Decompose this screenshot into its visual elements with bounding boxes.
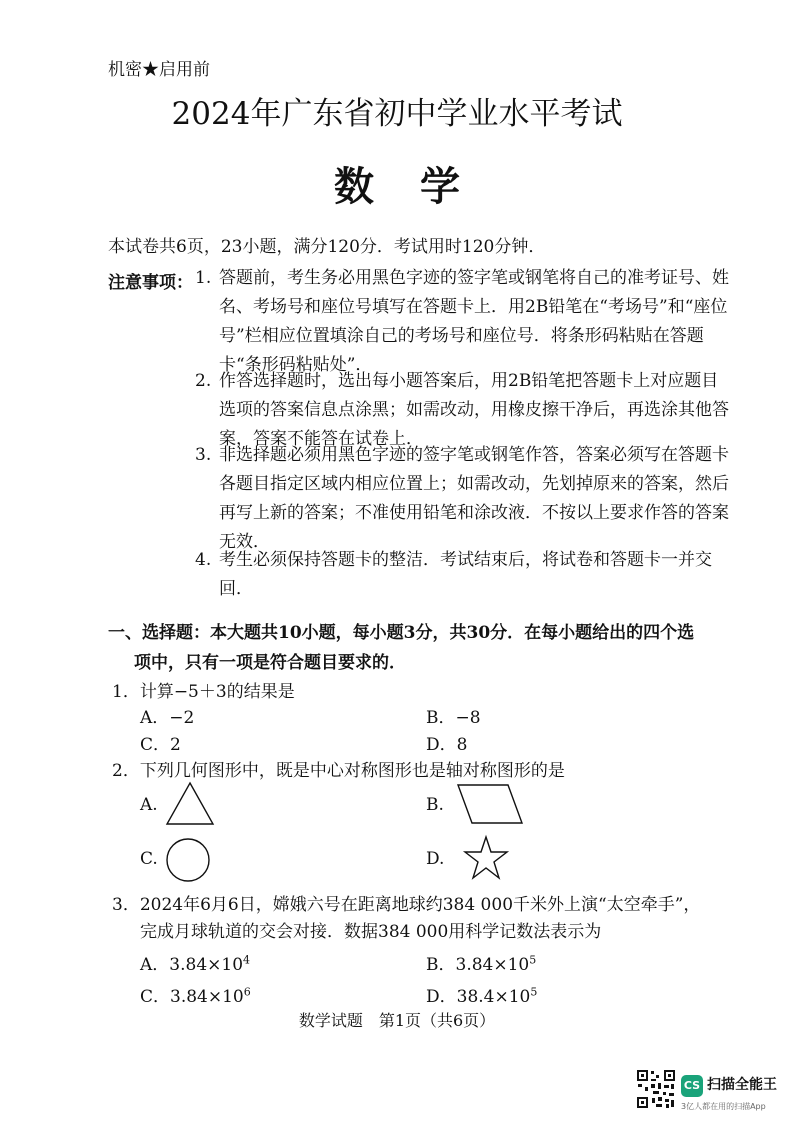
option-label: A． — [140, 955, 170, 975]
question-1-option-b — [426, 703, 481, 728]
option-base: 3.84×10 — [169, 955, 244, 975]
question-3-option-c — [140, 982, 251, 1007]
camscanner-logo-icon: CS — [681, 1075, 703, 1097]
note-text: 作答选择题时，选出每小题答案后，用2B铅笔把答题卡上对应题目选项的答案信息点涂黑；如需改动，用橡皮擦干净后，再选涂其他答案，答案不能答在试卷上． — [219, 371, 729, 449]
option-base: 3.84×10 — [170, 987, 244, 1007]
option-text: 8 — [456, 735, 468, 755]
secret-mark: 机密★启用前 — [108, 60, 210, 80]
question-2-option-a-label: A. — [140, 795, 158, 815]
option-exponent: 5 — [530, 985, 538, 999]
option-exponent: 4 — [243, 953, 251, 967]
note-text: 非选择题必须用黑色字迹的签字笔或钢笔作答，答案必须写在答题卡各题目指定区域内相应位置上；如需改动，先划掉原来的答案，然后再写上新的答案；不准使用铅笔和涂改液．不按以上要求作答的答案无效． — [219, 445, 729, 552]
parallelogram-icon — [455, 782, 525, 826]
question-3-option-d — [426, 982, 537, 1007]
triangle-icon — [164, 780, 216, 828]
note-number: 2. — [195, 371, 212, 391]
option-exponent: 5 — [529, 953, 537, 967]
question-3-stem-line2: 完成月球轨道的交会对接．数据384 000用科学记数法表示为 — [140, 922, 602, 942]
note-4 — [195, 546, 735, 604]
section-heading-line2: 项中，只有一项是符合题目要求的． — [134, 653, 406, 673]
option-label: C． — [140, 735, 171, 755]
question-2-option-b-label: B. — [426, 795, 444, 815]
option-base: 3.84×10 — [455, 955, 530, 975]
option-text: −2 — [169, 708, 195, 728]
option-base: 38.4×10 — [456, 987, 531, 1007]
option-label: D． — [426, 987, 457, 1007]
question-3-stem-line1: 3．2024年6月6日，嫦娥六号在距离地球约384 000千米外上演“太空牵手”， — [112, 895, 701, 915]
scanner-tagline: 3亿人都在用的扫描App — [681, 1102, 766, 1111]
subject-title: 数学 — [334, 163, 506, 210]
option-label: D． — [426, 735, 457, 755]
note-text: 答题前，考生务必用黑色字迹的签字笔或钢笔将自己的准考证号、姓名、考场号和座位号填写在答题卡上．用2B铅笔在“考场号”和“座位号”栏相应位置填涂自己的考场号和座位号．将条形码粘贴在答题卡“条形码粘贴处”． — [219, 268, 729, 375]
note-number: 3. — [195, 445, 212, 465]
option-text: 2 — [170, 735, 181, 755]
question-2-option-d-label: D. — [426, 849, 445, 869]
note-number: 4. — [195, 550, 212, 570]
star-icon — [462, 834, 510, 882]
note-number: 1. — [195, 268, 212, 288]
option-label: A． — [140, 708, 170, 728]
option-text: −8 — [455, 708, 481, 728]
question-1-option-d — [426, 730, 467, 755]
note-text: 考生必须保持答题卡的整洁．考试结束后，将试卷和答题卡一并交回． — [219, 550, 712, 599]
question-1-stem: 1．计算−5＋3的结果是 — [112, 682, 295, 702]
note-3 — [195, 441, 735, 557]
option-label: B． — [426, 955, 456, 975]
qr-code-icon — [636, 1069, 676, 1109]
question-3-option-a — [140, 950, 250, 975]
option-label: C． — [140, 987, 171, 1007]
exam-title: 2024年广东省初中学业水平考试 — [171, 96, 623, 132]
page-footer: 数学试题 第1页（共6页） — [298, 1011, 496, 1030]
circle-icon — [164, 836, 212, 884]
exam-intro: 本试卷共6页，23小题，满分120分．考试用时120分钟． — [108, 237, 546, 257]
notes-label: 注意事项： — [108, 273, 193, 293]
question-1-option-a — [140, 703, 194, 728]
option-label: B． — [426, 708, 456, 728]
question-2-option-c-label: C. — [140, 849, 158, 869]
question-3-option-b — [426, 950, 536, 975]
question-1-option-c — [140, 730, 181, 755]
section-heading — [108, 618, 728, 678]
option-exponent: 6 — [243, 985, 251, 999]
note-1 — [195, 264, 735, 380]
section-heading-line1: 一、选择题：本大题共10小题，每小题3分，共30分．在每小题给出的四个选 — [108, 623, 695, 643]
scanner-app-name: 扫描全能王 — [707, 1077, 777, 1093]
question-2-stem: 2．下列几何图形中，既是中心对称图形也是轴对称图形的是 — [112, 761, 565, 781]
